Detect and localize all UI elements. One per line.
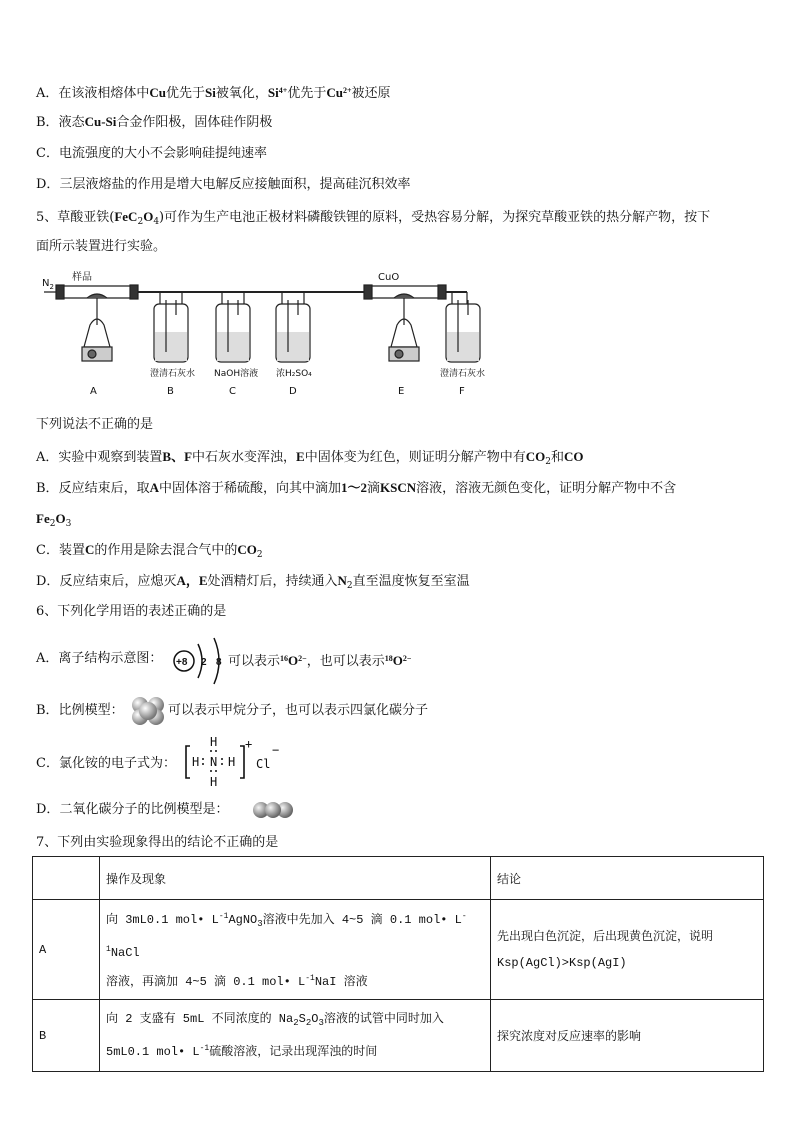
burner-e <box>389 298 419 361</box>
bottle-f <box>446 292 480 362</box>
letter-c: C <box>229 386 236 397</box>
q5-option-b-cont: $Fe_2O_3$ <box>36 511 72 529</box>
row-b-operation: 向 2 支盛有 5mL 不同浓度的 $Na_2S_2O_3$溶液的试管中同时加入 5mL0.1 mol• $L^{-1}$硫酸溶液，记录出现浑浊的时间 <box>100 1000 491 1072</box>
header-empty <box>33 857 100 900</box>
svg-text:H: H <box>210 775 218 788</box>
bottle-b <box>154 292 188 362</box>
q7-stem: 7、下列由实验现象得出的结论不正确的是 <box>36 835 279 850</box>
q5-option-a: A．实验中观察到装置B、F中石灰水变浑浊，E中固体变为红色，则证明分解产物中有$CO_2$和CO <box>36 449 584 467</box>
letter-a: A <box>90 386 97 397</box>
burner-a <box>82 298 112 361</box>
row-label: A <box>33 900 100 1000</box>
letter-d: D <box>289 386 297 397</box>
label-c: NaOH溶液 <box>214 369 259 379</box>
q6-option-a: A．离子结构示意图： <box>36 651 163 666</box>
svg-text:H: H <box>210 735 218 749</box>
svg-text:H: H <box>228 755 236 769</box>
q4-option-b: B．液态Cu-Si合金作阳极，固体硅作阴极 <box>36 114 273 130</box>
svg-text:N: N <box>210 755 218 769</box>
q5-option-c: C．装置C的作用是除去混合气中的$CO_2$ <box>36 542 263 560</box>
q4-option-c: C．电流强度的大小不会影响硅提纯速率 <box>36 146 267 161</box>
q5-stem-line2: 面所示装置进行实验。 <box>36 239 167 254</box>
q4-option-d: D．三层液熔盐的作用是增大电解反应接触面积，提高硅沉积效率 <box>36 177 411 192</box>
shell1-electrons: 2 <box>201 657 207 668</box>
q5-question: 下列说法不正确的是 <box>36 417 154 432</box>
table-row <box>33 1000 764 1072</box>
letter-f: F <box>459 386 465 397</box>
svg-text:+: + <box>245 737 253 751</box>
row-a-operation: 向 3mL0.1 mol• $L^{-1}AgNO_3$溶液中先加入 4~5 滴 0.1 mol• $L^{-1}NaCl$ 溶液，再滴加 4~5 滴 0.1 mol• $L^{-1}NaI$ 溶液 <box>100 900 491 1000</box>
n2-label: $N_2$ <box>42 278 54 291</box>
svg-text:Cl: Cl <box>256 757 271 771</box>
bottle-c <box>216 292 250 362</box>
label-b: 澄清石灰水 <box>150 369 196 379</box>
svg-text:−: − <box>272 743 280 757</box>
q6-option-a-text: 可以表示$^{16}O^{2-}$，也可以表示$^{18}O^{2-}$ <box>228 653 412 669</box>
letter-e: E <box>398 386 405 397</box>
shell2-electrons: 8 <box>216 657 222 668</box>
q6-stem: 6、下列化学用语的表述正确的是 <box>36 604 227 619</box>
header-operation: 操作及现象 <box>100 857 491 900</box>
q5-option-b: B．反应结束后，取A中固体溶于稀硫酸，向其中滴加1～2滴KSCN溶液，溶液无颜色变化，证明分解产物中不含 <box>36 480 677 496</box>
header-conclusion: 结论 <box>491 857 764 900</box>
cuo-label: CuO <box>378 272 400 283</box>
table-row <box>33 900 764 1000</box>
apparatus-diagram <box>42 270 512 400</box>
row-a-conclusion: 先出现白色沉淀，后出现黄色沉淀，说明 Ksp(AgCl)>Ksp(AgI) <box>491 900 764 1000</box>
q7-table <box>32 856 764 1072</box>
co2-space-filling-model <box>252 800 294 820</box>
q6-option-b: B．比例模型： <box>36 703 124 718</box>
label-d: 浓H₂SO₄ <box>276 369 312 379</box>
table-header-row <box>33 857 764 900</box>
q4-option-a: A．在该液相熔体中Cu优先于Si被氧化，$Si^{4+}$优先于$Cu^{2+}$被还原 <box>36 85 391 101</box>
q6-option-d: D．二氧化碳分子的比例模型是： <box>36 802 229 817</box>
ion-structure-diagram <box>170 634 230 688</box>
q5-option-d: D．反应结束后，应熄灭A，E处酒精灯后，持续通入$N_2$直至温度恢复至室温 <box>36 573 470 591</box>
nucleus-charge: +8 <box>176 657 188 668</box>
row-label: B <box>33 1000 100 1072</box>
methane-space-filling-model <box>130 694 166 728</box>
letter-b: B <box>167 386 174 397</box>
row-b-conclusion: 探究浓度对反应速率的影响 <box>491 1000 764 1072</box>
sample-label: 样品 <box>72 272 92 283</box>
q6-option-b-text: 可以表示甲烷分子，也可以表示四氯化碳分子 <box>168 703 429 718</box>
q5-stem-line1: 5、草酸亚铁$(FeC_2O_4)$可作为生产电池正极材料磷酸铁锂的原料，受热容易分解，为探究草酸亚铁的热分解产物，按下 <box>36 209 711 227</box>
label-f: 澄清石灰水 <box>440 369 486 379</box>
svg-text:H: H <box>192 755 200 769</box>
ammonium-chloride-electron-formula <box>184 734 284 788</box>
option-letter: A． <box>36 86 59 101</box>
bottle-d <box>276 292 310 362</box>
q6-option-c: C．氯化铵的电子式为： <box>36 756 176 771</box>
